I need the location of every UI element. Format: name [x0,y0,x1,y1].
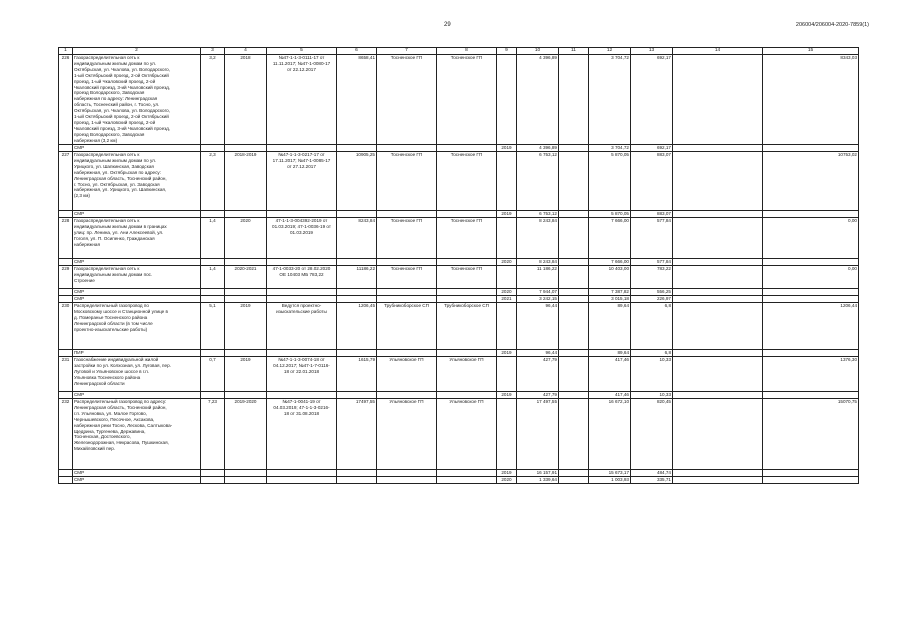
work-type-label: СМР [73,145,201,152]
empty-cell [225,392,267,399]
empty-cell [225,296,267,303]
cost-cell: 1206,45 [337,303,377,350]
empty-cell [201,289,225,296]
owner-cell: Тосненское ГП [377,218,437,259]
empty-cell [437,289,497,296]
year-cell: 2020 [497,259,517,266]
empty-cell [763,296,859,303]
empty-cell [201,259,225,266]
table-row [59,357,859,392]
object-name: Газораспределительная сеть к индивидуальным жилым домам пос. Строение [73,266,201,289]
balance-cell: 1376,30 [763,357,859,392]
table-body [59,48,859,484]
local-budget-cell: 484,74 [631,470,673,477]
local-budget-cell: 577,84 [631,218,673,259]
year-cell [497,55,517,145]
balance-cell: 15070,75 [763,399,859,470]
permit-cell: №47-1-1-3-0074-18 от 04.12.2017; №47-1-7-0116- 18 от 22.01.2018 [267,357,337,392]
empty-cell [377,145,437,152]
budget-cell: 3 704,72 [589,145,631,152]
empty-cell [267,145,337,152]
column-number-row [59,48,859,55]
budget-cell: 7 666,00 [589,259,631,266]
municipality-cell: Тосненское ГП [437,55,497,145]
permit-cell: №47-1-1-3-0111-17 от 11.11.2017; №47-1-0080-17 от 22.12.2017 [267,55,337,145]
budget-cell: 3 704,72 [589,55,631,145]
column-header: 2 [73,48,201,55]
col14-cell [673,303,763,350]
budget-cell: 417,46 [589,392,631,399]
empty-cell [377,477,437,484]
column-header: 6 [337,48,377,55]
municipality-cell: Ульяновское ГП [437,357,497,392]
empty-cell [267,470,337,477]
row-number: 229 [59,266,73,289]
table-subrow [59,211,859,218]
empty-cell [201,470,225,477]
column-header: 11 [559,48,589,55]
col11-cell [559,266,589,289]
total-cell: 8 243,84 [517,218,559,259]
empty-cell [267,477,337,484]
empty-cell [59,296,73,303]
empty-cell [559,289,589,296]
year-cell: 2021 [497,296,517,303]
empty-cell [225,470,267,477]
col11-cell [559,152,589,211]
total-cell: 4 396,89 [517,55,559,145]
table-row [59,399,859,470]
budget-cell: 10 403,00 [589,266,631,289]
document-id: 206004/206004-2020-7859(1) [795,22,869,28]
column-header: 4 [225,48,267,55]
budget-cell: 7 666,00 [589,218,631,259]
column-header: 7 [377,48,437,55]
balance-cell: 0,00 [763,218,859,259]
col14-cell [673,152,763,211]
col11-cell [559,55,589,145]
period-cell: 2019 [225,357,267,392]
budget-cell: 417,46 [589,357,631,392]
empty-cell [763,211,859,218]
work-type-label: ПИР [73,350,201,357]
table-subrow [59,350,859,357]
row-number: 226 [59,55,73,145]
object-name: Газораспределительная сеть к индивидуальным жилым домам по ул. Октябрьская, ул. Чкалова, ул. Володарского, 1-ый Октябрьский проезд, 2-ой Октябрьский проезд, 1-ый Чкаловский проезд, 2-ой Чкаловский проезд, 3-ий Чкаловский проезд, проезд Володарского, Заводская набережная по адресу: Ленинградская область, Тосненский район, г. Тосно, ул. Октябрьская, ул. Чкалова, ул. Володарского, 1-ый Октябрьский проезд, 2-ой Октябрьский проезд, 1-ый Чкаловский проезд, 2-ой Чкаловский проезд, 3-ий Чкаловский проезд, проезд Володарского, Заводская набережная (3,2 км) [73,55,201,145]
budget-cell: 1 003,93 [589,477,631,484]
empty-cell [437,350,497,357]
column-header: 5 [267,48,337,55]
empty-cell [59,350,73,357]
investment-table [58,47,859,484]
object-name: Газораспределительная сеть к индивидуальным жилым домам в границах улиц: пр. Ленина, ул. Ани Алексеевой, ул. Гоголя, ул. П. Осипенко, Гражданская набережная [73,218,201,259]
year-cell [497,399,517,470]
empty-cell [225,259,267,266]
col14-cell [673,266,763,289]
total-cell: 3 242,15 [517,296,559,303]
municipality-cell: Трубникоборское СП [437,303,497,350]
empty-cell [673,477,763,484]
balance-cell: 8343,03 [763,55,859,145]
local-budget-cell: 6,8 [631,350,673,357]
total-cell: 1 339,64 [517,477,559,484]
empty-cell [763,392,859,399]
col11-cell [559,218,589,259]
column-header: 10 [517,48,559,55]
empty-cell [225,477,267,484]
empty-cell [559,259,589,266]
permit-cell: Ведутся проектно- изыскательские работы [267,303,337,350]
empty-cell [559,392,589,399]
total-cell: 16 157,91 [517,470,559,477]
table-row [59,55,859,145]
length-cell: 3,2 [201,55,225,145]
empty-cell [559,296,589,303]
budget-cell: 5 870,05 [589,152,631,211]
cost-cell: 17497,55 [337,399,377,470]
empty-cell [201,350,225,357]
year-cell: 2019 [497,470,517,477]
year-cell [497,152,517,211]
empty-cell [377,392,437,399]
local-budget-cell: 226,97 [631,296,673,303]
empty-cell [59,477,73,484]
total-cell: 6 753,12 [517,211,559,218]
permit-cell: 47-1-0033-20 от 28.02.2020 ОЕ 10403 МБ 783,22 [267,266,337,289]
total-cell: 96,44 [517,350,559,357]
empty-cell [201,477,225,484]
empty-cell [337,392,377,399]
empty-cell [673,296,763,303]
empty-cell [559,477,589,484]
empty-cell [437,145,497,152]
period-cell: 2018-2019 [225,152,267,211]
empty-cell [337,259,377,266]
balance-cell: 1206,44 [763,303,859,350]
empty-cell [59,289,73,296]
budget-cell: 7 387,82 [589,289,631,296]
local-budget-cell: 577,84 [631,259,673,266]
owner-cell: Тосненское ГП [377,266,437,289]
period-cell: 2020 [225,218,267,259]
municipality-cell: Тосненское ГП [437,218,497,259]
empty-cell [337,289,377,296]
row-number: 228 [59,218,73,259]
object-name: Газоснабжение индивидуальной жилой застройки по ул. Колхозная, ул. Луговая, пер. Луговой и Ульяновское шоссе в г.п. Ульяновка Тосненского района Ленинградской области [73,357,201,392]
owner-cell: Тосненское ГП [377,55,437,145]
col14-cell [673,218,763,259]
empty-cell [673,259,763,266]
year-cell: 2020 [497,477,517,484]
table-subrow [59,145,859,152]
col11-cell [559,399,589,470]
budget-cell: 5 870,05 [589,211,631,218]
permit-cell: №47-1-1-3-0217-17 от 17.11.2017; №47-1-0085-17 от 27.12.2017 [267,152,337,211]
empty-cell [377,296,437,303]
empty-cell [201,145,225,152]
empty-cell [377,470,437,477]
column-header: 3 [201,48,225,55]
table-row [59,152,859,211]
table-subrow [59,392,859,399]
owner-cell: Ульяновское ГП [377,399,437,470]
empty-cell [763,145,859,152]
budget-cell: 15 673,17 [589,470,631,477]
object-name: Распределительный газопровод по адресу: Ленинградская область, Тосненский район, г.п. Ульяновка, ул. Малое Горгово, Чернышевского, Песочное, Аксакова, набережная реки Тосно, Лескова, Салтыкова- Щедрина, Тургенева, Державина, Тосненская, Достоевского, Железнодорожная, Некрасова, Пушкинская, Михайловский пер. [73,399,201,470]
local-budget-cell: 820,45 [631,399,673,470]
object-name: Распределительный газопровод по Московскому шоссе и Станционной улице в д. Померанье Тосненского района Ленинградской области (в том числе проектно-изыскательские работы) [73,303,201,350]
empty-cell [337,350,377,357]
empty-cell [59,470,73,477]
local-budget-cell: 335,71 [631,477,673,484]
municipality-cell: Тосненское ГП [437,266,497,289]
empty-cell [59,259,73,266]
empty-cell [225,145,267,152]
row-number: 230 [59,303,73,350]
table-subrow [59,259,859,266]
column-header: 9 [497,48,517,55]
col14-cell [673,399,763,470]
empty-cell [673,392,763,399]
column-header: 12 [589,48,631,55]
empty-cell [267,296,337,303]
local-budget-cell: 692,17 [631,145,673,152]
work-type-label: СМР [73,259,201,266]
col11-cell [559,357,589,392]
empty-cell [673,470,763,477]
empty-cell [267,392,337,399]
empty-cell [337,145,377,152]
owner-cell: Трубникоборское СП [377,303,437,350]
total-cell: 4 396,89 [517,145,559,152]
empty-cell [559,470,589,477]
empty-cell [673,289,763,296]
empty-cell [763,289,859,296]
table-subrow [59,296,859,303]
budget-cell: 89,64 [589,303,631,350]
empty-cell [201,296,225,303]
budget-cell: 16 672,10 [589,399,631,470]
total-cell: 7 944,07 [517,289,559,296]
local-budget-cell: 10,33 [631,392,673,399]
local-budget-cell: 883,07 [631,211,673,218]
length-cell: 1,4 [201,266,225,289]
column-header: 15 [763,48,859,55]
table-subrow [59,470,859,477]
local-budget-cell: 6,8 [631,303,673,350]
empty-cell [337,211,377,218]
empty-cell [559,211,589,218]
municipality-cell: Тосненское ГП [437,152,497,211]
column-header: 1 [59,48,73,55]
empty-cell [377,259,437,266]
period-cell: 2020-2021 [225,266,267,289]
table-row [59,266,859,289]
column-header: 8 [437,48,497,55]
year-cell [497,357,517,392]
total-cell: 11 186,22 [517,266,559,289]
row-number: 232 [59,399,73,470]
empty-cell [437,211,497,218]
page-number: 29 [444,22,451,28]
cost-cell: 11186,22 [337,266,377,289]
empty-cell [377,350,437,357]
table-subrow [59,289,859,296]
total-cell: 96,44 [517,303,559,350]
empty-cell [437,296,497,303]
empty-cell [337,477,377,484]
empty-cell [59,145,73,152]
length-cell: 0,7 [201,357,225,392]
period-cell: 2019 [225,303,267,350]
empty-cell [673,350,763,357]
empty-cell [437,259,497,266]
empty-cell [337,296,377,303]
row-number: 231 [59,357,73,392]
owner-cell: Ульяновское ГП [377,357,437,392]
empty-cell [763,477,859,484]
empty-cell [59,211,73,218]
work-type-label: СМР [73,470,201,477]
year-cell: 2019 [497,145,517,152]
cost-cell: 8658,41 [337,55,377,145]
empty-cell [225,289,267,296]
empty-cell [201,211,225,218]
empty-cell [377,211,437,218]
col14-cell [673,357,763,392]
period-cell: 2018 [225,55,267,145]
empty-cell [59,392,73,399]
empty-cell [673,211,763,218]
empty-cell [337,470,377,477]
balance-cell: 0,00 [763,266,859,289]
table-subrow [59,477,859,484]
empty-cell [673,145,763,152]
permit-cell: №47-1-0041-19 от 04.03.2019; 47-1-1-3-0216- 18 от 31.08.2018 [267,399,337,470]
cost-cell: 1615,79 [337,357,377,392]
work-type-label: СМР [73,289,201,296]
empty-cell [559,350,589,357]
object-name: Газораспределительная сеть к индивидуальным жилым домам по ул. Урицкого, ул. Шапкинская, Заводская набережная, ул. Октябрьская по адресу: Ленинградская область, Тосненский район, г. Тосно, ул. Октябрьская, ул. Заводская набережная, ул. Урицкого, ул. Шапкинская, (2,3 км) [73,152,201,211]
work-type-label: СМР [73,296,201,303]
column-header: 13 [631,48,673,55]
empty-cell [201,392,225,399]
total-cell: 6 753,12 [517,152,559,211]
empty-cell [267,211,337,218]
year-cell [497,266,517,289]
balance-cell: 10753,02 [763,152,859,211]
local-budget-cell: 692,17 [631,55,673,145]
year-cell [497,218,517,259]
total-cell: 427,79 [517,357,559,392]
empty-cell [763,259,859,266]
work-type-label: СМР [73,477,201,484]
work-type-label: СМР [73,211,201,218]
empty-cell [763,350,859,357]
empty-cell [267,350,337,357]
empty-cell [559,145,589,152]
table-row [59,218,859,259]
col14-cell [673,55,763,145]
year-cell: 2019 [497,392,517,399]
length-cell: 1,4 [201,218,225,259]
local-budget-cell: 10,33 [631,357,673,392]
cost-cell: 8243,84 [337,218,377,259]
total-cell: 8 243,84 [517,259,559,266]
row-number: 227 [59,152,73,211]
length-cell: 5,1 [201,303,225,350]
local-budget-cell: 556,25 [631,289,673,296]
total-cell: 427,79 [517,392,559,399]
empty-cell [377,289,437,296]
empty-cell [437,477,497,484]
col11-cell [559,303,589,350]
empty-cell [763,470,859,477]
year-cell [497,303,517,350]
empty-cell [225,350,267,357]
length-cell: 2,3 [201,152,225,211]
local-budget-cell: 783,22 [631,266,673,289]
year-cell: 2019 [497,350,517,357]
owner-cell: Тосненское ГП [377,152,437,211]
local-budget-cell: 883,07 [631,152,673,211]
table-row [59,303,859,350]
municipality-cell: Ульяновское ГП [437,399,497,470]
period-cell: 2019-2020 [225,399,267,470]
year-cell: 2020 [497,289,517,296]
empty-cell [267,289,337,296]
year-cell: 2019 [497,211,517,218]
length-cell: 7,23 [201,399,225,470]
budget-cell: 3 015,18 [589,296,631,303]
work-type-label: СМР [73,392,201,399]
empty-cell [437,392,497,399]
total-cell: 17 497,55 [517,399,559,470]
budget-cell: 89,64 [589,350,631,357]
cost-cell: 10905,25 [337,152,377,211]
empty-cell [225,211,267,218]
empty-cell [437,470,497,477]
column-header: 14 [673,48,763,55]
empty-cell [267,259,337,266]
permit-cell: 47-1-1-3-004392-2019 от 01.03.2019; 47-1-0036-19 от 01.03.2019 [267,218,337,259]
